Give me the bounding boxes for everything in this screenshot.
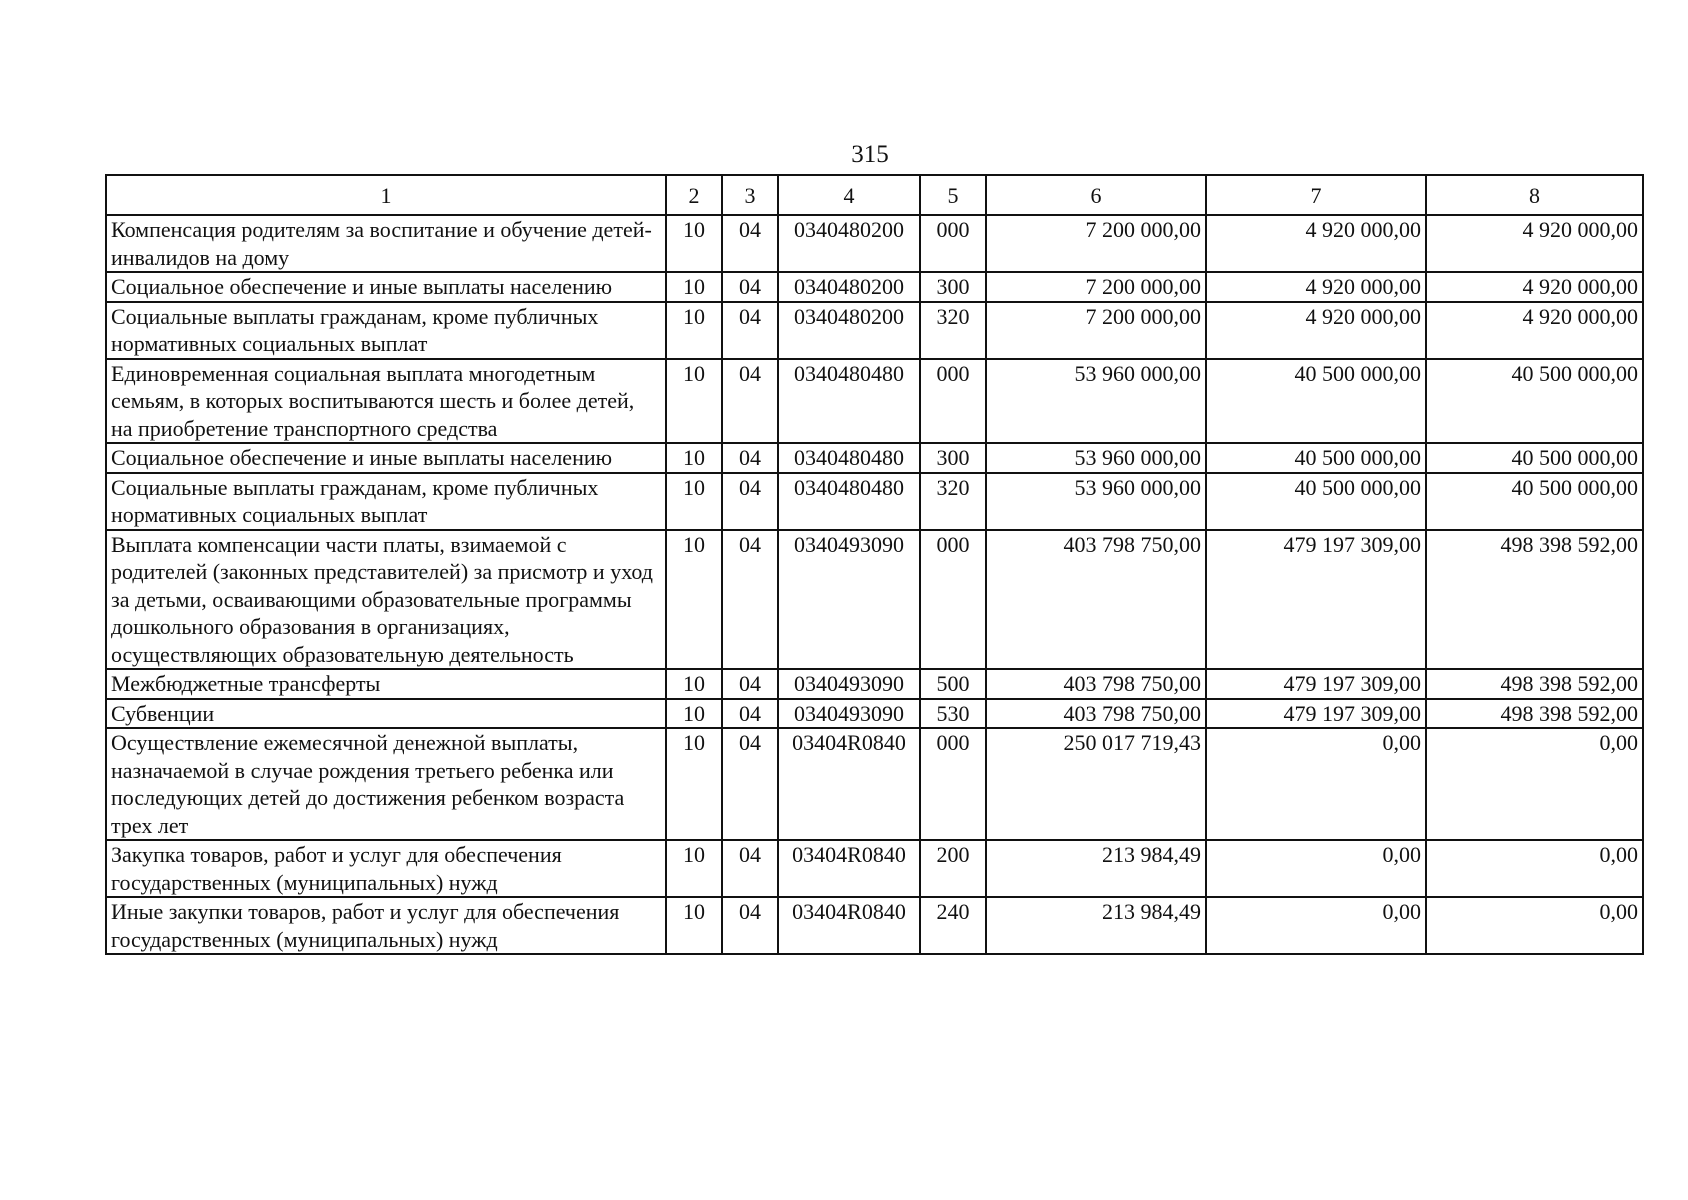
description-cell: Субвенции bbox=[106, 699, 666, 729]
expense-type-cell: 200 bbox=[920, 840, 986, 897]
column-header: 7 bbox=[1206, 175, 1426, 215]
target-article-cell: 03404R0840 bbox=[778, 897, 920, 954]
target-article-cell: 0340480200 bbox=[778, 215, 920, 272]
amount-col7-cell: 40 500 000,00 bbox=[1206, 359, 1426, 444]
subsection-code-cell: 04 bbox=[722, 530, 778, 670]
amount-col7-cell: 4 920 000,00 bbox=[1206, 302, 1426, 359]
table-row bbox=[106, 443, 1643, 473]
expense-type-cell: 000 bbox=[920, 215, 986, 272]
amount-col7-cell: 4 920 000,00 bbox=[1206, 272, 1426, 302]
table-row bbox=[106, 359, 1643, 444]
section-code-cell: 10 bbox=[666, 359, 722, 444]
target-article-cell: 0340493090 bbox=[778, 669, 920, 699]
amount-col7-cell: 4 920 000,00 bbox=[1206, 215, 1426, 272]
section-code-cell: 10 bbox=[666, 530, 722, 670]
description-cell: Осуществление ежемесячной денежной выплаты, назначаемой в случае рождения третьего ребенка или последующих детей до достижения ребенком возраста трех лет bbox=[106, 728, 666, 840]
amount-col7-cell: 479 197 309,00 bbox=[1206, 530, 1426, 670]
target-article-cell: 0340480200 bbox=[778, 272, 920, 302]
table-row bbox=[106, 897, 1643, 954]
amount-col8-cell: 0,00 bbox=[1426, 728, 1643, 840]
subsection-code-cell: 04 bbox=[722, 728, 778, 840]
target-article-cell: 0340493090 bbox=[778, 699, 920, 729]
subsection-code-cell: 04 bbox=[722, 897, 778, 954]
column-header: 8 bbox=[1426, 175, 1643, 215]
expense-type-cell: 240 bbox=[920, 897, 986, 954]
expense-type-cell: 300 bbox=[920, 443, 986, 473]
table-row bbox=[106, 699, 1643, 729]
page-number: 315 bbox=[851, 141, 889, 168]
section-code-cell: 10 bbox=[666, 840, 722, 897]
table-row bbox=[106, 669, 1643, 699]
amount-col7-cell: 0,00 bbox=[1206, 897, 1426, 954]
description-cell: Закупка товаров, работ и услуг для обеспечения государственных (муниципальных) нужд bbox=[106, 840, 666, 897]
amount-col8-cell: 0,00 bbox=[1426, 840, 1643, 897]
amount-col6-cell: 53 960 000,00 bbox=[986, 359, 1206, 444]
subsection-code-cell: 04 bbox=[722, 443, 778, 473]
amount-col6-cell: 403 798 750,00 bbox=[986, 699, 1206, 729]
table-row bbox=[106, 302, 1643, 359]
expense-type-cell: 320 bbox=[920, 302, 986, 359]
amount-col6-cell: 53 960 000,00 bbox=[986, 473, 1206, 530]
expense-type-cell: 320 bbox=[920, 473, 986, 530]
table-row bbox=[106, 473, 1643, 530]
description-cell: Выплата компенсации части платы, взимаемой с родителей (законных представителей) за присмотр и уход за детьми, осваивающими образовательные программы дошкольного образования в организациях, осуществляющих образовательную деятельность bbox=[106, 530, 666, 670]
target-article-cell: 03404R0840 bbox=[778, 840, 920, 897]
column-header: 2 bbox=[666, 175, 722, 215]
section-code-cell: 10 bbox=[666, 897, 722, 954]
section-code-cell: 10 bbox=[666, 728, 722, 840]
amount-col8-cell: 498 398 592,00 bbox=[1426, 530, 1643, 670]
description-cell: Единовременная социальная выплата многодетным семьям, в которых воспитываются шесть и более детей, на приобретение транспортного средства bbox=[106, 359, 666, 444]
amount-col8-cell: 498 398 592,00 bbox=[1426, 669, 1643, 699]
table-row bbox=[106, 840, 1643, 897]
amount-col7-cell: 479 197 309,00 bbox=[1206, 699, 1426, 729]
expense-type-cell: 000 bbox=[920, 359, 986, 444]
section-code-cell: 10 bbox=[666, 302, 722, 359]
description-cell: Социальные выплаты гражданам, кроме публичных нормативных социальных выплат bbox=[106, 473, 666, 530]
amount-col8-cell: 40 500 000,00 bbox=[1426, 473, 1643, 530]
amount-col8-cell: 40 500 000,00 bbox=[1426, 359, 1643, 444]
subsection-code-cell: 04 bbox=[722, 359, 778, 444]
column-number-row bbox=[106, 175, 1643, 215]
amount-col6-cell: 403 798 750,00 bbox=[986, 669, 1206, 699]
column-header: 4 bbox=[778, 175, 920, 215]
subsection-code-cell: 04 bbox=[722, 840, 778, 897]
target-article-cell: 0340480200 bbox=[778, 302, 920, 359]
target-article-cell: 0340493090 bbox=[778, 530, 920, 670]
amount-col6-cell: 403 798 750,00 bbox=[986, 530, 1206, 670]
amount-col6-cell: 7 200 000,00 bbox=[986, 272, 1206, 302]
amount-col7-cell: 0,00 bbox=[1206, 840, 1426, 897]
amount-col6-cell: 53 960 000,00 bbox=[986, 443, 1206, 473]
section-code-cell: 10 bbox=[666, 443, 722, 473]
target-article-cell: 0340480480 bbox=[778, 473, 920, 530]
amount-col8-cell: 40 500 000,00 bbox=[1426, 443, 1643, 473]
description-cell: Социальное обеспечение и иные выплаты населению bbox=[106, 272, 666, 302]
expense-type-cell: 000 bbox=[920, 728, 986, 840]
column-header: 6 bbox=[986, 175, 1206, 215]
table-row bbox=[106, 530, 1643, 670]
description-cell: Компенсация родителям за воспитание и обучение детей-инвалидов на дому bbox=[106, 215, 666, 272]
table-row bbox=[106, 728, 1643, 840]
expense-type-cell: 530 bbox=[920, 699, 986, 729]
amount-col8-cell: 4 920 000,00 bbox=[1426, 302, 1643, 359]
section-code-cell: 10 bbox=[666, 215, 722, 272]
amount-col7-cell: 40 500 000,00 bbox=[1206, 473, 1426, 530]
amount-col8-cell: 4 920 000,00 bbox=[1426, 215, 1643, 272]
subsection-code-cell: 04 bbox=[722, 272, 778, 302]
amount-col7-cell: 40 500 000,00 bbox=[1206, 443, 1426, 473]
section-code-cell: 10 bbox=[666, 669, 722, 699]
table-row bbox=[106, 272, 1643, 302]
subsection-code-cell: 04 bbox=[722, 699, 778, 729]
table-row bbox=[106, 215, 1643, 272]
section-code-cell: 10 bbox=[666, 473, 722, 530]
section-code-cell: 10 bbox=[666, 699, 722, 729]
expense-type-cell: 300 bbox=[920, 272, 986, 302]
budget-table bbox=[105, 174, 1644, 955]
amount-col8-cell: 0,00 bbox=[1426, 897, 1643, 954]
description-cell: Социальные выплаты гражданам, кроме публичных нормативных социальных выплат bbox=[106, 302, 666, 359]
amount-col8-cell: 4 920 000,00 bbox=[1426, 272, 1643, 302]
amount-col6-cell: 250 017 719,43 bbox=[986, 728, 1206, 840]
target-article-cell: 0340480480 bbox=[778, 359, 920, 444]
subsection-code-cell: 04 bbox=[722, 473, 778, 530]
amount-col7-cell: 479 197 309,00 bbox=[1206, 669, 1426, 699]
target-article-cell: 03404R0840 bbox=[778, 728, 920, 840]
amount-col6-cell: 7 200 000,00 bbox=[986, 215, 1206, 272]
description-cell: Иные закупки товаров, работ и услуг для обеспечения государственных (муниципальных) нужд bbox=[106, 897, 666, 954]
amount-col6-cell: 7 200 000,00 bbox=[986, 302, 1206, 359]
subsection-code-cell: 04 bbox=[722, 669, 778, 699]
column-header: 1 bbox=[106, 175, 666, 215]
amount-col6-cell: 213 984,49 bbox=[986, 840, 1206, 897]
section-code-cell: 10 bbox=[666, 272, 722, 302]
subsection-code-cell: 04 bbox=[722, 302, 778, 359]
column-header: 5 bbox=[920, 175, 986, 215]
target-article-cell: 0340480480 bbox=[778, 443, 920, 473]
amount-col7-cell: 0,00 bbox=[1206, 728, 1426, 840]
expense-type-cell: 500 bbox=[920, 669, 986, 699]
expense-type-cell: 000 bbox=[920, 530, 986, 670]
description-cell: Социальное обеспечение и иные выплаты населению bbox=[106, 443, 666, 473]
amount-col8-cell: 498 398 592,00 bbox=[1426, 699, 1643, 729]
description-cell: Межбюджетные трансферты bbox=[106, 669, 666, 699]
column-header: 3 bbox=[722, 175, 778, 215]
subsection-code-cell: 04 bbox=[722, 215, 778, 272]
amount-col6-cell: 213 984,49 bbox=[986, 897, 1206, 954]
